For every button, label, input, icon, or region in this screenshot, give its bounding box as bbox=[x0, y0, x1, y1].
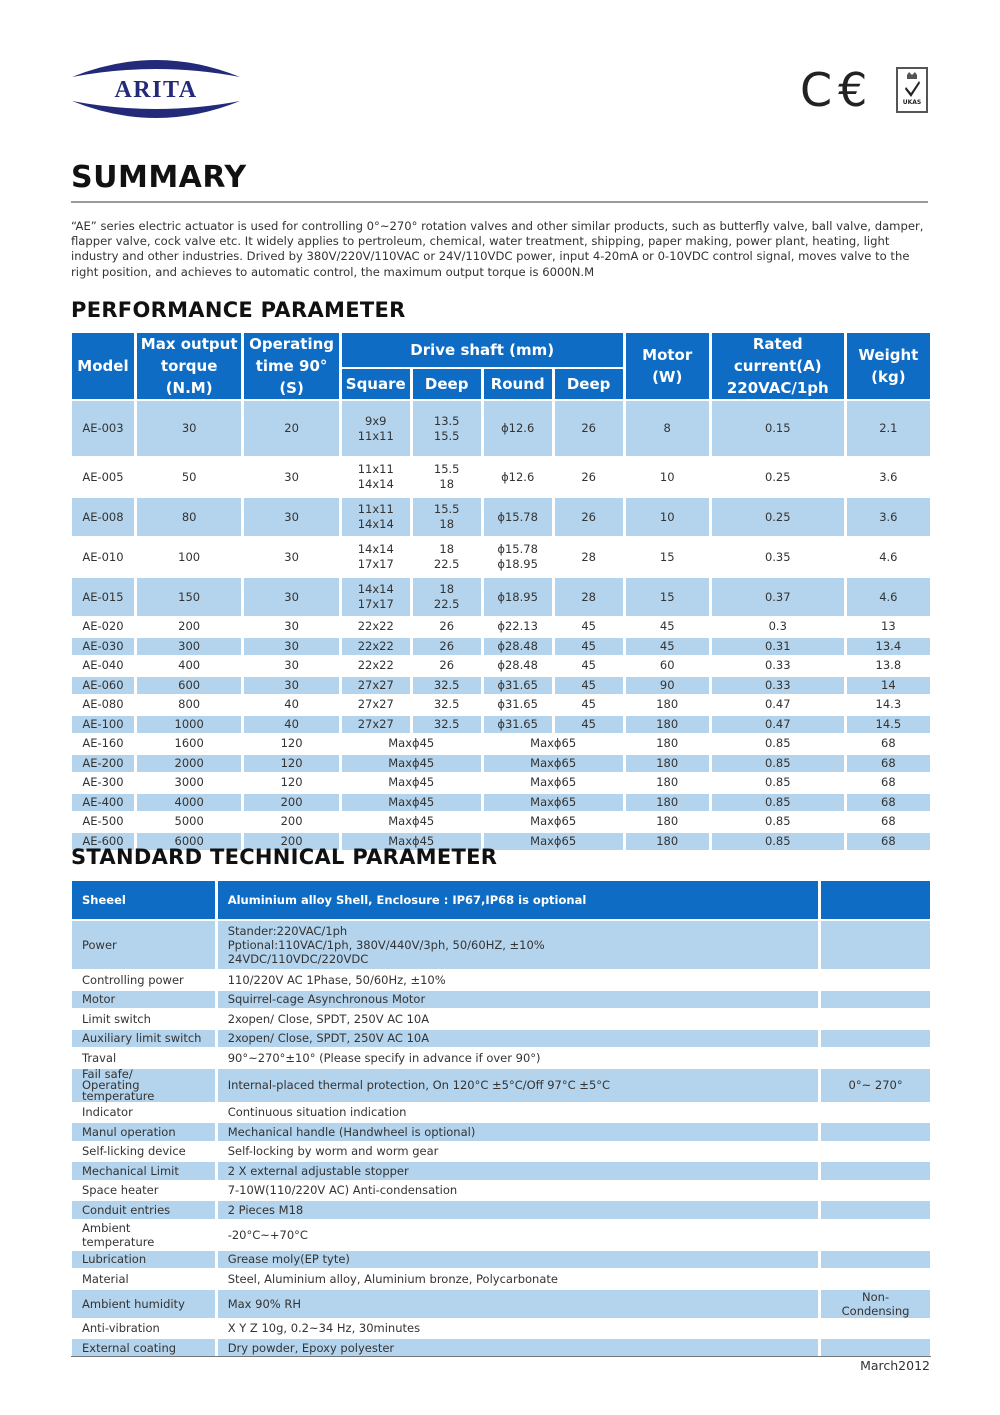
table-row bbox=[72, 774, 930, 792]
cell-motor: 90 bbox=[626, 677, 709, 695]
table-row bbox=[72, 735, 930, 753]
tech-cell-label: Fail safe/ Operating temperature bbox=[72, 1069, 215, 1102]
table-row bbox=[72, 1270, 930, 1288]
cell-time: 30 bbox=[244, 638, 338, 656]
cell-weight: 14.3 bbox=[875, 697, 902, 712]
col-round: Round bbox=[484, 369, 552, 399]
cell-torque: 6000 bbox=[137, 833, 242, 851]
cell-deep1: 26 bbox=[439, 619, 455, 634]
table-row bbox=[72, 1049, 930, 1067]
cell-time: 200 bbox=[280, 814, 303, 829]
table-row bbox=[72, 538, 930, 576]
tech-cell-value: 2 X external adjustable stopper bbox=[218, 1162, 818, 1180]
tech-header-label: Sheeel bbox=[72, 881, 215, 919]
cell-model: AE-060 bbox=[72, 677, 134, 695]
tech-cell-value: Internal-placed thermal protection, On 120°C ±5°C/Off 97°C ±5°C bbox=[218, 1069, 818, 1102]
cell-motor: 15 bbox=[626, 578, 709, 616]
tech-cell-extra bbox=[821, 1182, 930, 1200]
cell-time: 120 bbox=[280, 775, 303, 790]
cell-weight: 14.5 bbox=[847, 716, 930, 734]
cell-square: 22x22 bbox=[357, 619, 394, 634]
tech-cell-value: 2 Pieces M18 bbox=[218, 1201, 818, 1219]
ce-mark-icon: C€ bbox=[800, 63, 874, 117]
cell-round: ϕ31.65 bbox=[484, 716, 552, 734]
cell-deep2: 45 bbox=[555, 638, 623, 656]
tech-cell-extra bbox=[821, 1339, 930, 1357]
tech-cell-label: Material bbox=[82, 1271, 129, 1286]
cell-round-deep: Maxϕ65 bbox=[484, 755, 623, 773]
summary-divider bbox=[71, 201, 928, 203]
arita-logo bbox=[70, 55, 242, 123]
cell-current: 0.33 bbox=[764, 658, 791, 673]
table-row bbox=[72, 578, 930, 616]
cell-square-deep: Maxϕ45 bbox=[388, 736, 435, 751]
cell-model: AE-003 bbox=[72, 401, 134, 456]
tech-cell-extra bbox=[821, 1010, 930, 1028]
cell-deep1: 26 bbox=[439, 658, 455, 673]
cell-motor: 180 bbox=[656, 736, 679, 751]
cell-time: 40 bbox=[244, 716, 338, 734]
table-row bbox=[72, 1182, 930, 1200]
cell-model: AE-300 bbox=[82, 775, 124, 790]
cell-square-deep: Maxϕ45 bbox=[388, 814, 435, 829]
cell-torque: 300 bbox=[137, 638, 242, 656]
cell-round-deep: Maxϕ65 bbox=[484, 833, 623, 851]
table-row bbox=[72, 1339, 930, 1357]
cell-torque: 600 bbox=[137, 677, 242, 695]
cell-round: ϕ31.65 bbox=[497, 697, 538, 712]
cell-current: 0.47 bbox=[764, 697, 791, 712]
table-row bbox=[72, 458, 930, 496]
summary-text: “AE” series electric actuator is used for controlling 0°~270° rotation valves and other similar products, such as butterfly valve, ball valve, damper, flapper valve, cock valve etc. It widely applies to pertroleum, chemical, water treatment, shipping, paper making, power plant, heating, light industry and other industries. Drived by 380V/220V/110VAC or 24V/110VDC power, input 4-20mA or 0-10VDC control signal, moves valve to the right position, and achieves to automatic control, the maximum output torque is 6000N.M bbox=[71, 219, 924, 279]
cell-deep1: 32.5 bbox=[413, 716, 481, 734]
col-weight: Weight (kg) bbox=[847, 333, 930, 399]
cell-current: 0.35 bbox=[764, 549, 791, 564]
cell-current: 0.85 bbox=[764, 814, 791, 829]
cell-weight: 2.1 bbox=[847, 401, 930, 456]
table-row bbox=[72, 991, 930, 1009]
cell-weight: 14 bbox=[847, 677, 930, 695]
table-row bbox=[72, 1290, 930, 1318]
tech-cell-label: Controlling power bbox=[82, 972, 184, 987]
col-deep-2: Deep bbox=[555, 369, 623, 399]
tech-cell-extra bbox=[821, 1162, 930, 1180]
cell-time: 30 bbox=[284, 549, 299, 564]
cell-square: 14x14 17x17 bbox=[342, 578, 410, 616]
cell-torque: 400 bbox=[178, 658, 201, 673]
cell-square: 22x22 bbox=[342, 638, 410, 656]
cell-torque: 150 bbox=[137, 578, 242, 616]
cell-square-deep: Maxϕ45 bbox=[342, 755, 481, 773]
tech-cell-label: Ambient humidity bbox=[72, 1290, 215, 1318]
cell-model: AE-040 bbox=[82, 658, 124, 673]
table-row bbox=[72, 1069, 930, 1102]
table-row bbox=[72, 1030, 930, 1048]
cell-weight: 3.6 bbox=[879, 469, 898, 484]
cell-model: AE-015 bbox=[72, 578, 134, 616]
cell-time: 120 bbox=[280, 736, 303, 751]
tech-cell-value: -20°C~+70°C bbox=[227, 1227, 308, 1242]
table-row bbox=[72, 1162, 930, 1180]
cell-square: 22x22 bbox=[357, 658, 394, 673]
cell-torque: 5000 bbox=[174, 814, 204, 829]
cell-motor: 180 bbox=[626, 794, 709, 812]
tech-cell-extra bbox=[821, 1251, 930, 1269]
table-row bbox=[72, 696, 930, 714]
tech-cell-label: Space heater bbox=[82, 1183, 159, 1198]
cell-time: 30 bbox=[244, 578, 338, 616]
technical-table-body bbox=[72, 921, 930, 1357]
cell-weight: 68 bbox=[847, 833, 930, 851]
cell-round-deep: Maxϕ65 bbox=[530, 775, 577, 790]
cell-deep1: 26 bbox=[413, 638, 481, 656]
cell-model: AE-010 bbox=[82, 549, 124, 564]
cell-square: 11x11 14x14 bbox=[357, 462, 394, 491]
cell-deep1: 15.5 18 bbox=[433, 462, 460, 491]
cell-time: 40 bbox=[284, 697, 299, 712]
cell-model: AE-200 bbox=[72, 755, 134, 773]
cell-time: 30 bbox=[284, 658, 299, 673]
cell-torque: 30 bbox=[137, 401, 242, 456]
table-row bbox=[72, 657, 930, 675]
col-square: Square bbox=[342, 369, 410, 399]
certification-marks bbox=[800, 65, 935, 115]
tech-cell-extra bbox=[821, 1049, 930, 1067]
tech-cell-label: Power bbox=[72, 921, 215, 969]
cell-torque: 50 bbox=[181, 469, 197, 484]
cell-torque: 2000 bbox=[137, 755, 242, 773]
cell-deep2: 28 bbox=[581, 549, 596, 564]
cell-round-deep: Maxϕ65 bbox=[484, 794, 623, 812]
cell-weight: 13 bbox=[881, 619, 896, 634]
cell-deep1: 13.5 15.5 bbox=[413, 401, 481, 456]
cell-deep1: 15.5 18 bbox=[413, 498, 481, 536]
tech-cell-value: 110/220V AC 1Phase, 50/60Hz, ±10% bbox=[227, 972, 446, 987]
cell-current: 0.33 bbox=[712, 677, 844, 695]
cell-square: 27x27 bbox=[342, 677, 410, 695]
cell-time: 20 bbox=[244, 401, 338, 456]
table-row bbox=[72, 1010, 930, 1028]
cell-current: 0.15 bbox=[712, 401, 844, 456]
cell-weight: 68 bbox=[881, 736, 896, 751]
tech-cell-extra bbox=[821, 1320, 930, 1338]
table-row bbox=[72, 1143, 930, 1161]
cell-square: 27x27 bbox=[342, 716, 410, 734]
tech-cell-label: Ambient temperature bbox=[82, 1220, 155, 1249]
tech-cell-value: 90°~270°±10° (Please specify in advance if over 90°) bbox=[227, 1050, 541, 1065]
cell-square: 27x27 bbox=[357, 697, 394, 712]
tech-cell-label: Manul operation bbox=[72, 1123, 215, 1141]
technical-table bbox=[69, 879, 933, 1359]
table-row bbox=[72, 1104, 930, 1122]
tech-cell-value: Stander:220VAC/1ph Pptional:110VAC/1ph, 380V/440V/3ph, 50/60HZ, ±10% 24VDC/110VDC/220VDC bbox=[218, 921, 818, 969]
summary-title: SUMMARY bbox=[71, 160, 247, 195]
cell-motor: 8 bbox=[626, 401, 709, 456]
tech-cell-value: 2xopen/ Close, SPDT, 250V AC 10A bbox=[218, 1030, 818, 1048]
cell-weight: 68 bbox=[847, 755, 930, 773]
cell-round: ϕ15.78 bbox=[484, 498, 552, 536]
tech-cell-label: Mechanical Limit bbox=[72, 1162, 215, 1180]
table-row bbox=[72, 498, 930, 536]
col-deep: Deep bbox=[413, 369, 481, 399]
col-torque: Max output torque (N.M) bbox=[137, 333, 242, 399]
cell-motor: 45 bbox=[659, 619, 675, 634]
tech-cell-extra bbox=[821, 1123, 930, 1141]
cell-torque: 200 bbox=[178, 619, 201, 634]
col-motor: Motor (W) bbox=[626, 333, 709, 399]
cell-motor: 15 bbox=[659, 549, 675, 564]
cell-current: 0.47 bbox=[712, 716, 844, 734]
cell-model: AE-008 bbox=[72, 498, 134, 536]
performance-title: PERFORMANCE PARAMETER bbox=[71, 298, 406, 322]
performance-table-body bbox=[72, 401, 930, 850]
cell-torque: 80 bbox=[137, 498, 242, 536]
tech-cell-extra bbox=[821, 1104, 930, 1122]
tech-cell-extra bbox=[821, 1201, 930, 1219]
cell-square: 14x14 17x17 bbox=[357, 542, 394, 571]
cell-motor: 180 bbox=[626, 755, 709, 773]
tech-cell-label: Traval bbox=[82, 1050, 117, 1065]
cell-current: 0.85 bbox=[764, 736, 791, 751]
cell-weight: 3.6 bbox=[847, 498, 930, 536]
cell-model: AE-020 bbox=[82, 619, 124, 634]
cell-current: 0.25 bbox=[712, 498, 844, 536]
cell-model: AE-100 bbox=[72, 716, 134, 734]
cell-torque: 4000 bbox=[137, 794, 242, 812]
cell-deep2: 45 bbox=[581, 619, 596, 634]
tech-cell-label: Motor bbox=[72, 991, 215, 1009]
cell-current: 0.3 bbox=[768, 619, 787, 634]
ukas-mark-icon: UKAS bbox=[896, 67, 928, 113]
cell-torque: 100 bbox=[178, 549, 201, 564]
cell-round: ϕ18.95 bbox=[484, 578, 552, 616]
cell-round: ϕ28.48 bbox=[497, 658, 538, 673]
tech-cell-extra bbox=[821, 991, 930, 1009]
cell-deep2: 45 bbox=[555, 677, 623, 695]
cell-round: ϕ28.48 bbox=[484, 638, 552, 656]
cell-square-deep: Maxϕ45 bbox=[388, 775, 435, 790]
cell-torque: 800 bbox=[178, 697, 201, 712]
table-row bbox=[72, 1201, 930, 1219]
cell-motor: 180 bbox=[656, 775, 679, 790]
tech-cell-value: 7-10W(110/220V AC) Anti-condensation bbox=[227, 1183, 458, 1198]
tech-cell-label: Anti-vibration bbox=[82, 1321, 160, 1336]
cell-current: 0.85 bbox=[712, 794, 844, 812]
cell-torque: 3000 bbox=[174, 775, 204, 790]
tech-cell-label: External coating bbox=[72, 1339, 215, 1357]
col-model: Model bbox=[72, 333, 134, 399]
tech-cell-extra bbox=[821, 1030, 930, 1048]
cell-current: 0.85 bbox=[712, 833, 844, 851]
tech-header-extra bbox=[821, 881, 930, 919]
cell-round: ϕ22.13 bbox=[497, 619, 538, 634]
cell-motor: 60 bbox=[659, 658, 675, 673]
cell-round: ϕ12.6 bbox=[484, 401, 552, 456]
cell-weight: 13.4 bbox=[847, 638, 930, 656]
cell-current: 0.85 bbox=[764, 775, 791, 790]
cell-motor: 180 bbox=[626, 833, 709, 851]
tech-cell-label: Limit switch bbox=[82, 1011, 151, 1026]
tech-cell-value: Self-locking by worm and worm gear bbox=[227, 1144, 439, 1159]
svg-text:ARITA: ARITA bbox=[114, 77, 198, 103]
table-row bbox=[72, 1251, 930, 1269]
cell-current: 0.37 bbox=[712, 578, 844, 616]
technical-title: STANDARD TECHNICAL PARAMETER bbox=[71, 845, 498, 869]
cell-deep1: 32.5 bbox=[433, 697, 460, 712]
cell-time: 120 bbox=[244, 755, 338, 773]
footer-divider bbox=[71, 1356, 931, 1357]
cell-round-deep: Maxϕ65 bbox=[530, 736, 577, 751]
table-row bbox=[72, 921, 930, 969]
tech-cell-extra: 0°~ 270° bbox=[821, 1069, 930, 1102]
cell-weight: 68 bbox=[881, 775, 896, 790]
cell-current: 0.85 bbox=[712, 755, 844, 773]
tech-cell-value: Grease moly(EP tyte) bbox=[218, 1251, 818, 1269]
col-rated-current: Rated current(A) 220VAC/1ph bbox=[712, 333, 844, 399]
tech-cell-value: Steel, Aluminium alloy, Aluminium bronze, Polycarbonate bbox=[227, 1271, 558, 1286]
tech-cell-extra bbox=[821, 921, 930, 969]
cell-time: 200 bbox=[244, 794, 338, 812]
tech-cell-label: Conduit entries bbox=[72, 1201, 215, 1219]
cell-round-deep: Maxϕ65 bbox=[530, 814, 577, 829]
tech-cell-value: Squirrel-cage Asynchronous Motor bbox=[218, 991, 818, 1009]
table-row bbox=[72, 755, 930, 773]
cell-deep1: 32.5 bbox=[413, 677, 481, 695]
cell-motor: 180 bbox=[626, 716, 709, 734]
cell-model: AE-500 bbox=[82, 814, 124, 829]
cell-time: 30 bbox=[244, 677, 338, 695]
tech-cell-value: X Y Z 10g, 0.2~34 Hz, 30minutes bbox=[227, 1321, 421, 1336]
cell-square: 11x11 14x14 bbox=[342, 498, 410, 536]
tech-cell-label: Self-licking device bbox=[82, 1144, 186, 1159]
tech-header-value: Aluminium alloy Shell, Enclosure : IP67,IP68 is optional bbox=[218, 881, 818, 919]
cell-deep2: 45 bbox=[581, 658, 596, 673]
cell-torque: 1000 bbox=[137, 716, 242, 734]
cell-motor: 180 bbox=[656, 814, 679, 829]
cell-motor: 10 bbox=[626, 498, 709, 536]
cell-weight: 68 bbox=[881, 814, 896, 829]
cell-model: AE-600 bbox=[72, 833, 134, 851]
table-row bbox=[72, 1123, 930, 1141]
footer-date: March2012 bbox=[860, 1358, 930, 1373]
cell-time: 30 bbox=[284, 619, 299, 634]
tech-cell-value: Continuous situation indication bbox=[227, 1105, 407, 1120]
cell-deep2: 28 bbox=[555, 578, 623, 616]
cell-deep2: 45 bbox=[581, 697, 596, 712]
tech-cell-label: Lubrication bbox=[72, 1251, 215, 1269]
cell-model: AE-080 bbox=[82, 697, 124, 712]
table-row bbox=[72, 618, 930, 636]
logo-ellipse-icon bbox=[70, 55, 242, 123]
cell-weight: 4.6 bbox=[879, 549, 898, 564]
cell-square-deep: Maxϕ45 bbox=[342, 794, 481, 812]
col-drive-shaft: Drive shaft (mm) bbox=[342, 333, 623, 367]
table-row bbox=[72, 971, 930, 989]
tech-cell-label: Auxiliary limit switch bbox=[72, 1030, 215, 1048]
cell-time: 30 bbox=[244, 498, 338, 536]
cell-deep2: 26 bbox=[555, 498, 623, 536]
tech-cell-extra: Non-Condensing bbox=[821, 1290, 930, 1318]
cell-current: 0.31 bbox=[712, 638, 844, 656]
cell-motor: 180 bbox=[656, 697, 679, 712]
cell-round: ϕ31.65 bbox=[484, 677, 552, 695]
table-row bbox=[72, 638, 930, 656]
tech-cell-extra bbox=[821, 1270, 930, 1288]
cell-model: AE-030 bbox=[72, 638, 134, 656]
table-row bbox=[72, 716, 930, 734]
cell-weight: 4.6 bbox=[847, 578, 930, 616]
table-row bbox=[72, 1221, 930, 1249]
cell-round: ϕ15.78 ϕ18.95 bbox=[497, 542, 538, 571]
table-row bbox=[72, 401, 930, 456]
cell-deep1: 18 22.5 bbox=[413, 578, 481, 616]
cell-model: AE-005 bbox=[82, 469, 124, 484]
tech-cell-label: Indicator bbox=[82, 1105, 133, 1120]
cell-time: 30 bbox=[284, 469, 299, 484]
cell-square: 9x9 11x11 bbox=[342, 401, 410, 456]
col-operating-time: Operating time 90°(S) bbox=[244, 333, 338, 399]
cell-model: AE-160 bbox=[82, 736, 124, 751]
cell-weight: 68 bbox=[847, 794, 930, 812]
tech-cell-value: Dry powder, Epoxy polyester bbox=[218, 1339, 818, 1357]
cell-deep1: 18 22.5 bbox=[433, 542, 460, 571]
cell-deep2: 26 bbox=[555, 401, 623, 456]
tech-cell-extra bbox=[821, 971, 930, 989]
tech-cell-value: Mechanical handle (Handwheel is optional) bbox=[218, 1123, 818, 1141]
tech-cell-extra bbox=[821, 1221, 930, 1249]
cell-time: 200 bbox=[244, 833, 338, 851]
tech-cell-value: Max 90% RH bbox=[218, 1290, 818, 1318]
table-row bbox=[72, 1320, 930, 1338]
table-row bbox=[72, 813, 930, 831]
cell-deep2: 45 bbox=[555, 716, 623, 734]
cell-square-deep: Maxϕ45 bbox=[342, 833, 481, 851]
cell-torque: 1600 bbox=[174, 736, 204, 751]
cell-motor: 45 bbox=[626, 638, 709, 656]
cell-current: 0.25 bbox=[764, 469, 791, 484]
cell-deep2: 26 bbox=[581, 469, 596, 484]
cell-motor: 10 bbox=[659, 469, 675, 484]
cell-round: ϕ12.6 bbox=[501, 469, 535, 484]
performance-table bbox=[69, 331, 933, 852]
tech-cell-value: 2xopen/ Close, SPDT, 250V AC 10A bbox=[227, 1011, 430, 1026]
cell-weight: 13.8 bbox=[875, 658, 902, 673]
tech-cell-extra bbox=[821, 1143, 930, 1161]
table-row bbox=[72, 794, 930, 812]
cell-model: AE-400 bbox=[72, 794, 134, 812]
table-row bbox=[72, 677, 930, 695]
